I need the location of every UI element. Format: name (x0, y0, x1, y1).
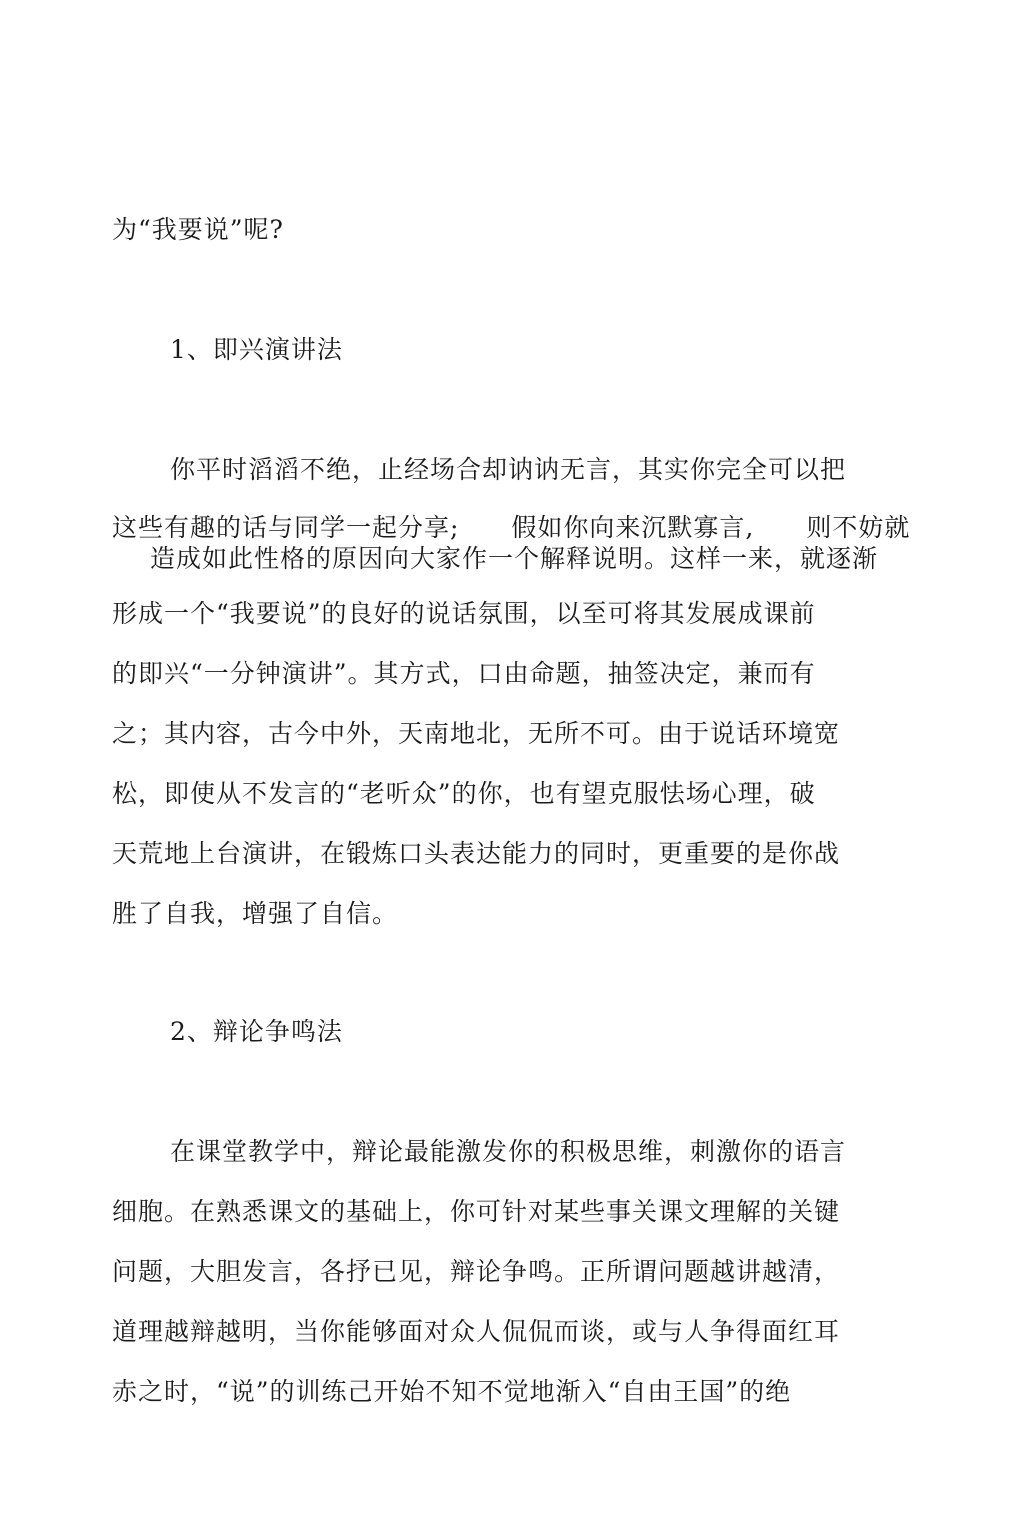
text-line: 道理越辩越明，当你能够面对众人侃侃而谈，或与人争得面红耳 (112, 1317, 841, 1346)
text-line: 这些有趣的话与同学一起分享; 假如你向来沉默寡言, 则不妨就 (112, 513, 911, 542)
text-line: 天荒地上台演讲，在锻炼口头表达能力的同时，更重要的是你战 (112, 839, 841, 868)
text-line: 你平时滔滔不绝，止经场合却讷讷无言，其实你完全可以把 (170, 455, 847, 484)
text-line: 为“我要说”呢? (112, 215, 284, 244)
text-line: 胜了自我，增强了自信。 (112, 899, 399, 928)
text-line: 形成一个“我要说”的良好的说话氛围，以至可将其发展成课前 (112, 599, 816, 628)
text-line: 细胞。在熟悉课文的基础上，你可针对某些事关课文理解的关键 (112, 1197, 841, 1226)
text-line: 问题，大胆发言，各抒已见，辩论争鸣。正所谓问题越讲越清， (112, 1257, 841, 1286)
text-line: 松，即使从不发言的“老听众”的你，也有望克服怯场心理，破 (112, 779, 816, 808)
text-line: 在课堂教学中，辩论最能激发你的积极思维，刺激你的语言 (170, 1137, 847, 1166)
text-line: 之；其内容，古今中外，天南地北，无所不可。由于说话环境宽 (112, 719, 841, 748)
text-line: 赤之时，“说”的训练己开始不知不觉地渐入“自由王国”的绝 (112, 1377, 792, 1406)
text-line: 造成如此性格的原因向大家作一个解释说明。这样一来，就逐渐 (150, 544, 879, 573)
text-line: 的即兴“一分钟演讲”。其方式，口由命题，抽签决定，兼而有 (112, 659, 816, 688)
section-heading: 1、即兴演讲法 (170, 335, 343, 364)
section-heading: 2、辩论争鸣法 (170, 1017, 343, 1046)
